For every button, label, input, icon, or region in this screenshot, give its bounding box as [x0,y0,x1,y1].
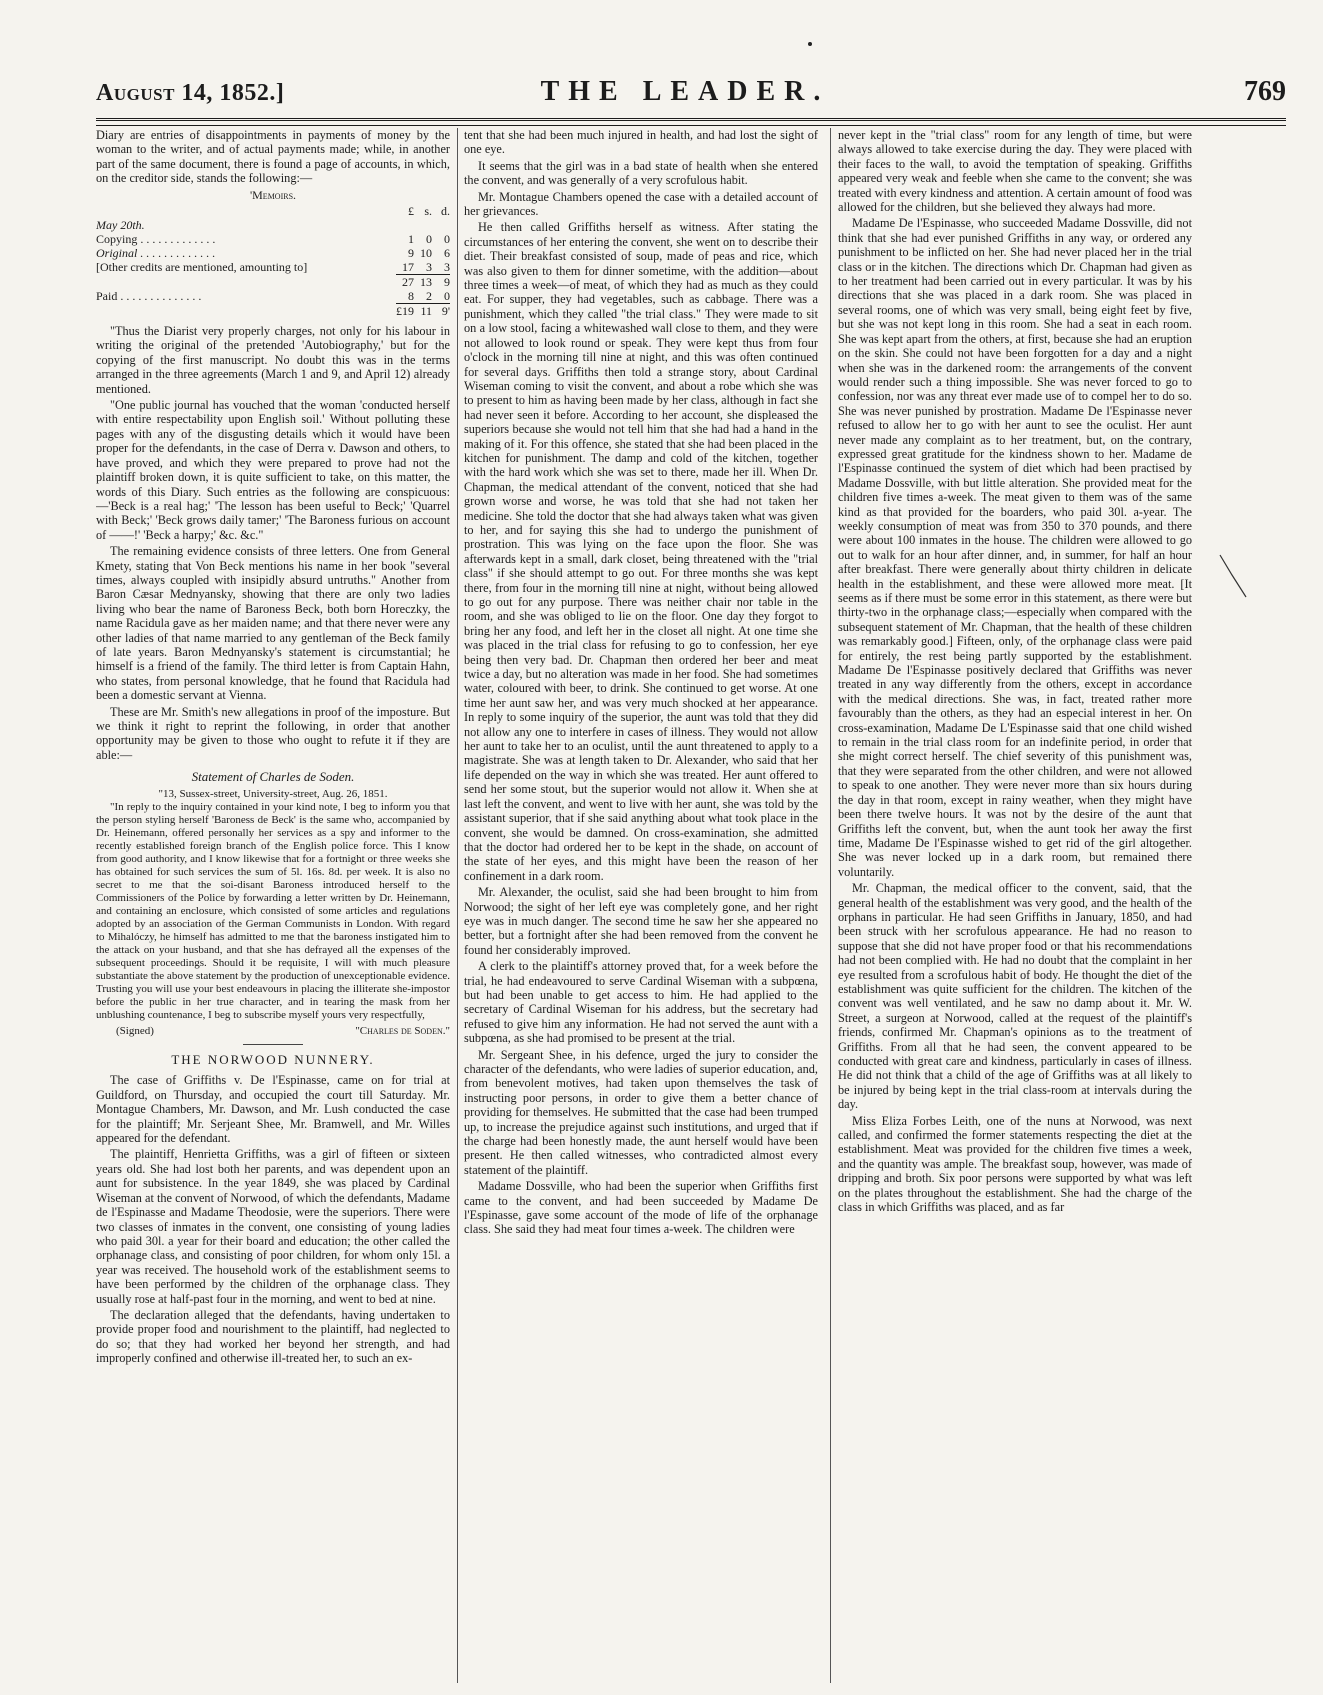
subtotal-pounds: 27 [396,275,414,290]
account-label: Original . . . . . . . . . . . . . [96,246,216,261]
account-pounds: 9 [408,246,414,261]
paragraph: The case of Griffiths v. De l'Espinasse, came on for trial at Guildford, on Thursday, and occupied the court till Saturday. Mr. Montague Chambers, Mr. Dawson, and Mr. Lush conducted the case for the plaintiff; Mr. Serjeant Shee, Mr. Bramwell, and Mr. Willes appeared for the defendant. [96,1073,450,1146]
signed-name: "Charles de Soden." [355,1024,450,1037]
currency-pounds: £ [408,204,414,219]
paragraph: The remaining evidence consists of three letters. One from General Kmety, stating that Von Beck mentions his name in her book "several times, always coupled with insipidly absurd untruths." Another from Baron Cæsar Mednyansky, showing that there are only two ladies living who bear the name of Baroness Beck, both born Horeczky, the name Racidula gave as her maiden name; and that there never were any other ladies of that name married to any gentleman of the Beck family of late years. Baron Mednyansky's statement is circumstantial; he himself is a friend of the family. The third letter is from Captain Hahn, who states, from personal knowledge, that he found that Racidula had been a domestic servant at Vienna. [96,544,450,703]
paragraph: Mr. Montague Chambers opened the case with a detailed account of her grievances. [464,189,818,219]
paragraph: never kept in the "trial class" room for any length of time, but were always allowed to take exercise during the day. They were placed with their faces to the wall, to avoid the temptation of speaking. Griffiths appeared very weak and feeble when she came to the convent; she was treated with every kindness and attention. A certain amount of food was allowed for the children, but she believed they always had more. [838,128,1192,215]
account-label: Copying . . . . . . . . . . . . . [96,232,216,247]
statement-title: Statement of Charles de Soden. [191,769,355,785]
paragraph: Diary are entries of disappointments in payments of money by the woman to the writer, and of actual payments made; while, in another part of the same document, there is found a page of accounts, in which, on the creditor side, stands the following:— [96,128,450,186]
signed-label: (Signed) [116,1024,154,1037]
account-label: May 20th. [96,218,145,233]
account-row [96,232,450,246]
paragraph: Madame Dossville, who had been the superior when Griffiths first came to the convent, and had been succeeded by Madame De l'Espinasse, gave some account of the mode of life of the orphanage class. She said they had meat four times a-week. The children were [464,1179,818,1237]
paragraph: "One public journal has vouched that the woman 'conducted herself with entire respectability upon English soil.' Without polluting these pages with any of the disgusting details which it would have been proper for the defendants, in the case of Derra v. Dawson and others, to have proved, and which they were prepared to prove had not the plaintiff broken down, it is quite sufficient to take, on this matter, the words of this Diary. Such entries as the following are conspicuous:—'Beck is a real hag;' 'The lesson has been useful to Beck;' 'Quarrel with Beck;' 'Beck grows daily tamer;' 'The Baroness furious on account of ——!' 'Beck a harpy;' &c. &c." [96,398,450,542]
newspaper-page [70,0,1300,1695]
paragraph: tent that she had been much injured in health, and had lost the sight of one eye. [464,128,818,157]
account-row [96,246,450,260]
paid-pence: 0 [444,289,450,304]
pen-stroke [1220,555,1246,597]
total-pence: 9' [432,304,450,319]
paragraph: It seems that the girl was in a bad state of health when she entered the convent, and was generally of a very scrofulous habit. [464,158,818,188]
currency-pence: d. [441,204,450,219]
signature-line [96,1024,450,1038]
issue-date: August 14, 1852.] [96,80,285,106]
masthead-rule [96,118,1286,126]
account-pounds: 17 [402,260,414,275]
account-table [96,204,450,318]
account-heading: 'Memoirs. [249,187,297,202]
account-pounds: 1 [408,232,414,247]
paragraph: These are Mr. Smith's new allegations in proof of the imposture. But we think it right to reprint the following, in order that another opportunity may be given to those who ought to refute it if they are able:— [96,704,450,762]
page-number: 769 [1244,76,1286,107]
account-row [96,260,450,275]
account-currency-row [96,204,450,218]
paragraph: Mr. Alexander, the oculist, said she had been brought to him from Norwood; the sight of her left eye was completely gone, and her right eye was in much danger. The second time he saw her she appeared no better, but a fortnight after she had been removed from the convent he found her considerably improved. [464,885,818,957]
account-pence: 6 [444,246,450,261]
subtotal-shillings: 13 [414,275,432,290]
paragraph: The plaintiff, Henrietta Griffiths, was a girl of fifteen or sixteen years old. She had lost both her parents, and was dependent upon an aunt for subsistence. In the year 1849, she was placed by Cardinal Wiseman at the convent of Norwood, of which the defendants, Madame de l'Espinasse and Madame Theodosie, were the superiors. There were two classes of inmates in the convent, one consisting of young ladies who paid 30l. a year for their board and education; the other called the orphanage class, and consisting of poor children, for whom only 15l. a year was received. The household work of the establishment seems to have been performed by the children of the orphanage class. They usually rose at half-past four in the morning, and went to bed at nine. [96,1147,450,1306]
account-total-row [96,304,450,319]
paragraph: He then called Griffiths herself as witness. After stating the circumstances of her entering the convent, she went on to describe their diet. Their breakfast consisted of soup, made of peas and rice, which was also given to them for dinner sometime, with the addition—about three times a week—of meat, of which they had as much as they could eat. For supper, they had vegetables, such as cabbage. There was a punishment, which they called "the trial class." They were made to sit on a low stool, facing a whitewashed wall close to them, and they were not allowed to look round or speak. They were kept thus from four o'clock in the morning till nine at night, and this was often continued for several days. Griffiths then told a strange story, about Cardinal Wiseman coming to visit the convent, and about a robe which she was to present to him as having been made by her class, although in fact she had never seen it before. According to her account, she displeased the superiors because she would not tell him that she had had a hand in the making of it. For this offence, she stated that she had been placed in the kitchen for punishment. The damp and cold of the kitchen, together with the hard work which she was set to there, made her ill. When Dr. Chapman, the medical attendant of the convent, noticed that she had grown worse and worse, he was told that she had not taken her medicine. She told the doctor that she had always taken what was given to her, and for saying this she had to undergo the punishment of prostration. This was lying on the face upon the floor. She was afterwards kept in a small, dark closet, being threatened with the "trial class" if she should attempt to go out. For three months she was kept there, from four in the morning till nine at night, without being allowed to go out for any purpose. There was neither chair nor table in the room, and she was obliged to lie on the floor. One day they forgot to bring her any food, and left her in the closet all night. At one time she was placed in the trial class for refusing to go to confession, her eye being then very bad. Dr. Chapman then ordered her beer and meat twice a day, but no alteration was made in her food. She had sometimes water, coloured with beer, to drink. She continued to get worse. At one time her aunt saw her, and was very much shocked at her appearance. In reply to some inquiry of the superior, the aunt was told that they did not allow any one to interfere in cases of illness. They would not allow her aunt to take her to an oculist, until the aunt threatened to apply to a magistrate. She was at length taken to Dr. Alexander, who said that her life depended on the way in which she was treated. Her aunt offered to send her some stout, but the superior would not allow it. When she at last left the convent, and went to live with her aunt, she was told by the assistant superior, that if she said anything about what took place in the convent, she would be damned. On cross-examination, she admitted that the doctor had ordered her to be kept in the shade, on account of the state of her eyes, and this might have been the reason of her confinement in a dark room. [464,220,818,883]
paragraph: The declaration alleged that the defendants, having undertaken to provide proper food and nourishment to the plaintiff, had neglected to do so; that they had worked her beyond her strength, and had improperly confined and otherwise ill-treated her, to such an ex- [96,1307,450,1366]
paragraph: "Thus the Diarist very properly charges, not only for his labour in writing the original of the pretended 'Autobiography,' but for the copying of the first manuscript. No doubt this was in the terms arranged in the three agreements (March 1 and 9, and April 12) already mentioned. [96,324,450,396]
paragraph: Mr. Chapman, the medical officer to the convent, said, that the general health of the establishment was very good, and the health of the orphans in particular. He had seen Griffiths in January, 1850, and had been struck with her scrofulous appearance. He had no reason to suppose that she did not have proper food or that his recommendations had not been complied with. He had no doubt that the complaint in her eye resulted from a scrofulous habit of body. He thought the diet of the establishment was quite sufficient for the children. The kitchen of the convent was well ventilated, and he saw no damp about it. Mr. W. Street, a surgeon at Norwood, called at the request of the plaintiff's friends, confirmed Mr. Chapman's opinions as to the treatment of Griffiths. From all that he had seen, the convent appeared to be conducted with great care and kindness, particularly in cases of illness. He did not think that a child of the age of Griffiths was at all likely to be injured by being kept in the trial class-room at intervals during the day. [838,881,1192,1112]
paid-shillings: 2 [426,289,432,304]
column-1 [96,128,450,1688]
column-rule [830,128,831,1683]
paid-pounds: 8 [408,289,414,304]
account-pence: 3 [444,260,450,275]
account-shillings [414,218,432,232]
margin-pen-mark-icon [1218,553,1248,599]
column-rule [457,128,458,1683]
account-shillings: 10 [420,246,432,261]
column-3 [838,128,1192,1688]
masthead [70,72,1300,112]
account-pounds [396,218,414,232]
column-2 [464,128,818,1688]
account-label: [Other credits are mentioned, amounting to] [96,260,308,275]
statement-body: "In reply to the inquiry contained in your kind note, I beg to inform you that the person styling herself 'Baroness de Beck' is the same who, accompanied by Dr. Heinemann, offered personally her services as a spy and informer to the recently established foreign branch of the English police force. This I know from good authority, and I know likewise that for a fortnight or three weeks she has obtained for such services the sum of 5l. 16s. 8d. per week. It is also no secret to me that the soi-disant Baroness introduced herself to the Commissioners of the Police by forwarding a letter written by Dr. Heinemann, and containing an enclosure, which consisted of some articles and regulations adopted by an association of the German Communists in London. With regard to Mihalóczy, he himself has admitted to me that the baroness instigated him to the attack on your husband, and that she has defrayed all the expenses of the subsequent proceedings. Should it be requisite, I will with much pleasure substantiate the above statement by the production of unexceptionable evidence. Trusting you will use your best endeavours in placing the illiterate she-impostor before the public in her true character, and in tearing the mask from her unblushing countenance, I beg to subscribe myself yours very respectfully, [96,800,450,1021]
ink-dot [808,42,812,46]
section-heading: THE NORWOOD NUNNERY. [171,1052,375,1068]
paragraph: A clerk to the plaintiff's attorney proved that, for a week before the trial, he had endeavoured to serve Cardinal Wiseman with a subpœna, but had been unable to get access to him. He had applied to the secretary of Cardinal Wiseman for his address, but the secretary had refused to give him any information. He had not served the aunt with a subpœna, as she had promised to be present at the trial. [464,959,818,1046]
total-shillings: 11 [414,304,432,319]
account-shillings: 3 [426,260,432,275]
currency-shillings: s. [424,204,432,219]
paragraph: Miss Eliza Forbes Leith, one of the nuns at Norwood, was next called, and confirmed the former statements respecting the diet at the establishment. Meat was provided for the children five times a week, and the quantity was ample. The breakfast soup, however, was made of dripping and broth. Six poor persons were supported by what was left on the plates throughout the establishment. She had the charge of the class in which Griffiths was placed, and as far [838,1113,1192,1215]
account-paid-row [96,289,450,304]
paid-label: Paid . . . . . . . . . . . . . . [96,289,202,304]
subtotal-pence: 9 [432,275,450,290]
total-pounds: £19 [396,304,414,319]
newspaper-title: THE LEADER. [540,76,830,107]
account-shillings: 0 [426,232,432,247]
account-subtotal-row [96,275,450,290]
section-divider [243,1044,303,1045]
account-pence [432,218,450,232]
account-pence: 0 [444,232,450,247]
account-row [96,218,450,232]
paragraph: Madame De l'Espinasse, who succeeded Madame Dossville, did not think that she had ever punished Griffiths in any way, or ordered any punishment to be inflicted on her. She had never placed her in the trial class or in the kitchen. The directions which Dr. Chapman had given as to her treatment had been carried out in every particular. It was by his directions that she was placed in a dark room. She was placed in several rooms, one of which was very small, being eight feet by five, but she was not kept long in this room. She had a seat in each room. She was kept apart from the others, at first, because she had an eruption on the skin. She could not have been forgotten for a day and a night when she was in the darkened room: the arrangements of the convent would render such a thing impossible. She was never forced to go to confession, nor was any threat ever made use of to compel her to do so. She was never punished by prostration. Madame De l'Espinasse never refused to allow her to go with her aunt to see the oculist. Her aunt never made any complaint as to her treatment, but, on the contrary, expressed great gratitude for the kindness shown to her. Madame de l'Espinasse continued the system of diet which had been practised by Madame Dossville, with but little alteration. She provided meat for the children five times a-week. The meat given to them was of the same kind as that provided for the boarders, who paid 30l. a-year. The weekly consumption of meat was from 350 to 370 pounds, and there were about 100 inmates in the house. The children were allowed to go out to walk for an hour after dinner, and, in summer, for half an hour after breakfast. There were generally about thirty children in delicate health in the establishment, and these were allowed more meat. [It seems as if there must be some error in this statement, as there were but thirty-two in the orphanage class;—especially when compared with the subsequent statement of Mr. Chapman, that the health of these children was remarkably good.] Fifteen, only, of the orphanage class were paid for entirely, the rest being partly supported by the establishment. Madame De l'Espinasse positively declared that Griffiths was never treated in any way differently from the others, except in accordance with the medical directions. She was, in fact, treated rather more favourably than the others, as they had an especial interest in her. On cross-examination, Madame De L'Espinasse said that one child wished to remain in the trial class room for an indefinite period, in order that she might correct herself. The chief severity of this punishment was, that they were separated from the other children, and were not allowed to speak to one another. They were never more than six hours during the day in that room, except in rainy weather, when they might have been there twelve hours. It was not by the desire of the aunt that Griffiths left the convent, but, when the aunt took her away the first time, Madame De l'Espinasse wished to get rid of the girl altogether. She was never locked up in a dark room, but remained there voluntarily. [838,216,1192,879]
statement-address: "13, Sussex-street, University-street, Aug. 26, 1851. [158,787,388,800]
paragraph: Mr. Sergeant Shee, in his defence, urged the jury to consider the character of the defendants, who were ladies of superior education, and, from benevolent motives, had taken upon themselves the task of instructing poor persons, in order to give them a better chance of providing for themselves. He submitted that the case had been trumped up, to increase the prejudice against such institutions, and urged that if the charge had been honestly made, the aunt herself would have been present. He then called witnesses, who contradicted almost every statement of the plaintiff. [464,1047,818,1177]
